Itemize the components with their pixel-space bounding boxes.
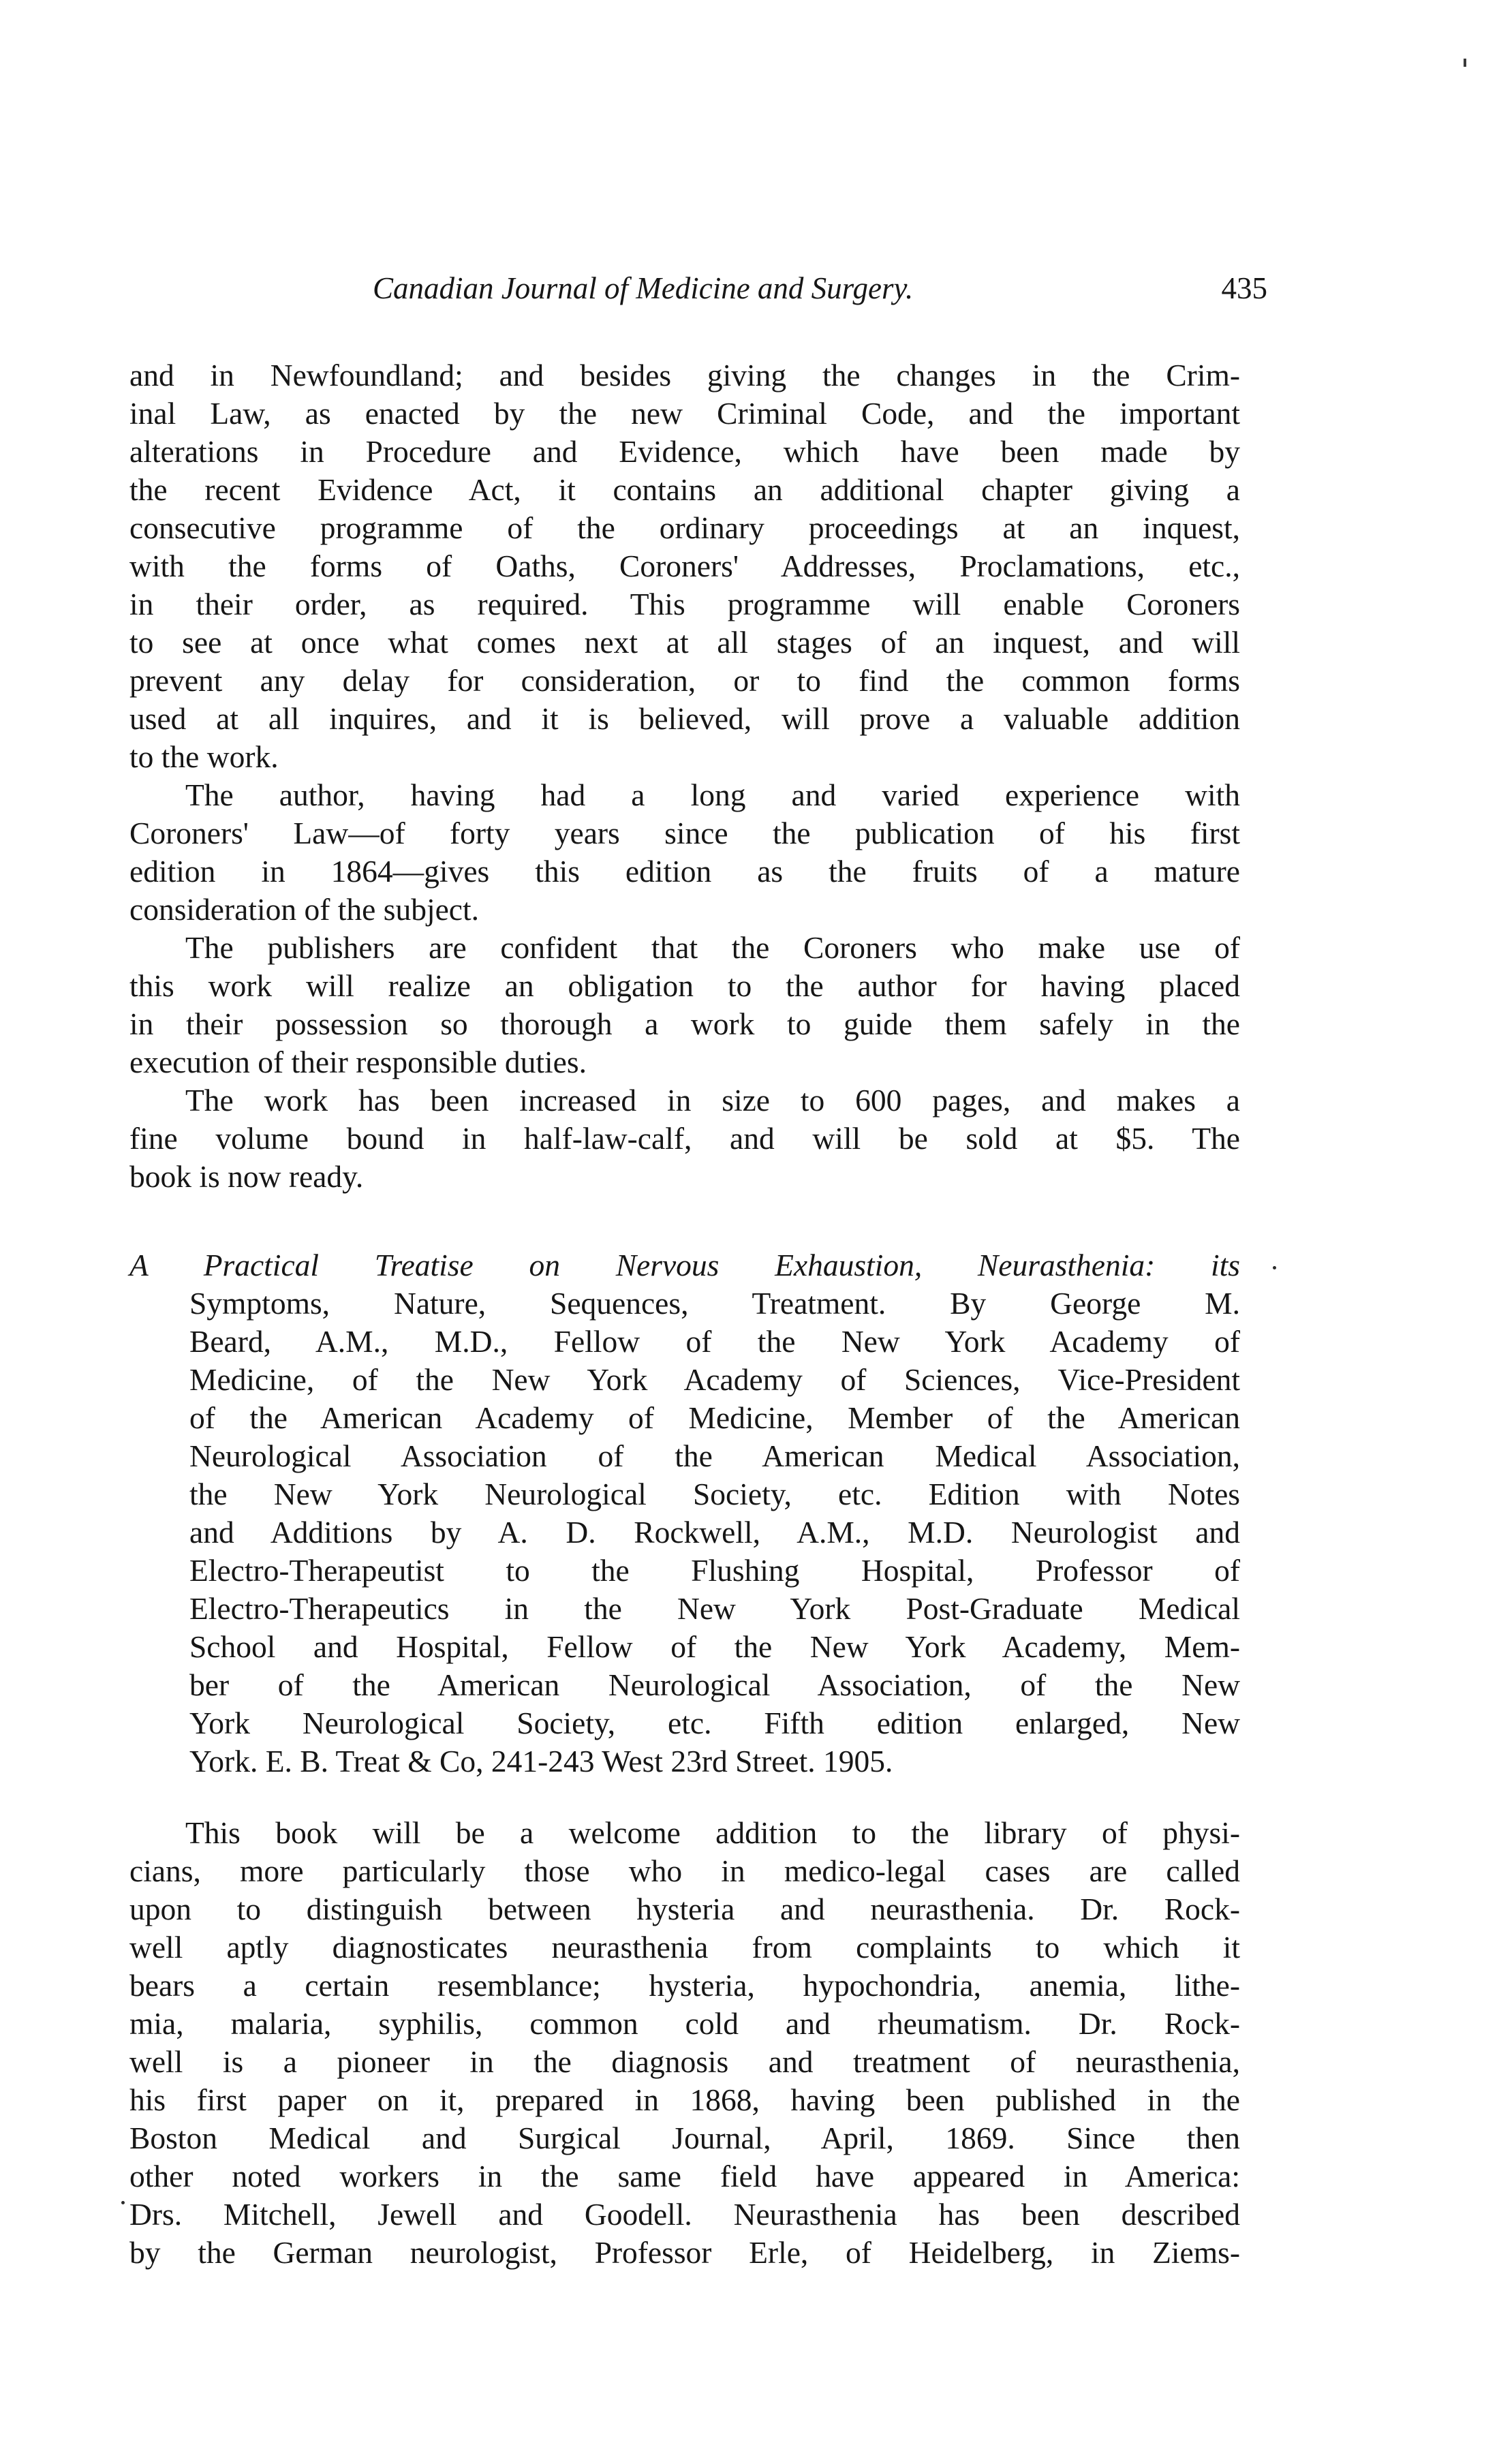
text-line: in their possession so thorough a work to guide them safely in the — [129, 1006, 1240, 1041]
text-line: This book will be a welcome addition to the library of physi- — [185, 1815, 1240, 1850]
text-line: edition in 1864—gives this edition as the fruits of a mature — [129, 854, 1240, 889]
text-line: fine volume bound in half-law-calf, and will be sold at $5. The — [129, 1121, 1240, 1156]
scan-speck — [1464, 59, 1466, 67]
running-head — [253, 264, 1267, 312]
text-line: Symptoms, Nature, Sequences, Treatment. By George M. — [189, 1286, 1240, 1321]
text-line: other noted workers in the same field have appeared in America: — [129, 2159, 1240, 2193]
text-line: by the German neurologist, Professor Erle, of Heidelberg, in Ziems- — [129, 2235, 1240, 2270]
text-line: Coroners' Law—of forty years since the publication of his first — [129, 816, 1240, 850]
text-line: used at all inquires, and it is believed, will prove a valuable addition — [129, 701, 1240, 736]
text-line: book is now ready. — [129, 1159, 364, 1194]
text-line: the recent Evidence Act, it contains an additional chapter giving a — [129, 472, 1240, 507]
text-line: The publishers are confident that the Coroners who make use of — [185, 930, 1240, 965]
scan-speck — [1273, 1266, 1276, 1269]
review-body — [129, 1814, 1240, 2272]
page-number: 435 — [1221, 271, 1267, 305]
running-title: Canadian Journal of Medicine and Surgery. — [373, 271, 914, 305]
text-line: bears a certain resemblance; hysteria, hypochondria, anemia, lithe- — [129, 1968, 1240, 2003]
text-line: and Additions by A. D. Rockwell, A.M., M.D. Neurologist and — [189, 1515, 1240, 1550]
text-line: and in Newfoundland; and besides giving the changes in the Crim- — [129, 358, 1240, 392]
text-line: of the American Academy of Medicine, Member of the American — [189, 1400, 1240, 1435]
paragraph-continuation — [129, 356, 1240, 776]
text-line: with the forms of Oaths, Coroners' Addresses, Proclamations, etc., — [129, 549, 1240, 583]
text-line: Boston Medical and Surgical Journal, April, 1869. Since then — [129, 2121, 1240, 2155]
paragraph-publishers — [129, 929, 1240, 1081]
scan-speck — [121, 2201, 125, 2204]
text-line: to see at once what comes next at all stages of an inquest, and will — [129, 625, 1240, 660]
text-line: Electro-Therapeutist to the Flushing Hospital, Professor of — [189, 1553, 1240, 1588]
text-line: Electro-Therapeutics in the New York Post-Graduate Medical — [189, 1591, 1240, 1626]
text-line: mia, malaria, syphilis, common cold and rheumatism. Dr. Rock- — [129, 2006, 1240, 2041]
text-line: this work will realize an obligation to the author for having placed — [129, 968, 1240, 1003]
text-line: inal Law, as enacted by the new Criminal Code, and the important — [129, 396, 1240, 431]
text-line: well is a pioneer in the diagnosis and treatment of neurasthenia, — [129, 2044, 1240, 2079]
text-line: consideration of the subject. — [129, 892, 479, 927]
text-line: The work has been increased in size to 600 pages, and makes a — [185, 1083, 1240, 1118]
book-title-line: A Practical Treatise on Nervous Exhaustion, Neurasthenia: its — [129, 1248, 1240, 1282]
text-line: in their order, as required. This programme will enable Coroners — [129, 587, 1240, 621]
text-line: upon to distinguish between hysteria and neurasthenia. Dr. Rock- — [129, 1892, 1240, 1926]
book-review-heading — [129, 1246, 1240, 1781]
text-line: execution of their responsible duties. — [129, 1045, 587, 1079]
text-line: prevent any delay for consideration, or to find the common forms — [129, 663, 1240, 698]
text-line: Drs. Mitchell, Jewell and Goodell. Neurasthenia has been described — [129, 2197, 1240, 2232]
text-line: well aptly diagnosticates neurasthenia from complaints to which it — [129, 1930, 1240, 1965]
text-line: Medicine, of the New York Academy of Sciences, Vice-President — [189, 1362, 1240, 1397]
text-line: to the work. — [129, 739, 279, 774]
text-line: his first paper on it, prepared in 1868, having been published in the — [129, 2082, 1240, 2117]
text-line: Beard, A.M., M.D., Fellow of the New York Academy of — [189, 1324, 1240, 1359]
text-line: The author, having had a long and varied experience with — [185, 777, 1240, 812]
text-line: ber of the American Neurological Association, of the New — [189, 1667, 1240, 1702]
text-line: cians, more particularly those who in medico-legal cases are called — [129, 1853, 1240, 1888]
text-line: York Neurological Society, etc. Fifth edition enlarged, New — [189, 1706, 1240, 1740]
text-line: Neurological Association of the American Medical Association, — [189, 1438, 1240, 1473]
text-line: consecutive programme of the ordinary proceedings at an inquest, — [129, 510, 1240, 545]
text-line: School and Hospital, Fellow of the New York Academy, Mem- — [189, 1629, 1240, 1664]
text-line: alterations in Procedure and Evidence, which have been made by — [129, 434, 1240, 469]
paragraph-author — [129, 776, 1240, 929]
text-line: the New York Neurological Society, etc. Edition with Notes — [189, 1477, 1240, 1511]
paragraph-volume — [129, 1081, 1240, 1196]
text-line: York. E. B. Treat & Co, 241-243 West 23rd Street. 1905. — [189, 1744, 893, 1778]
